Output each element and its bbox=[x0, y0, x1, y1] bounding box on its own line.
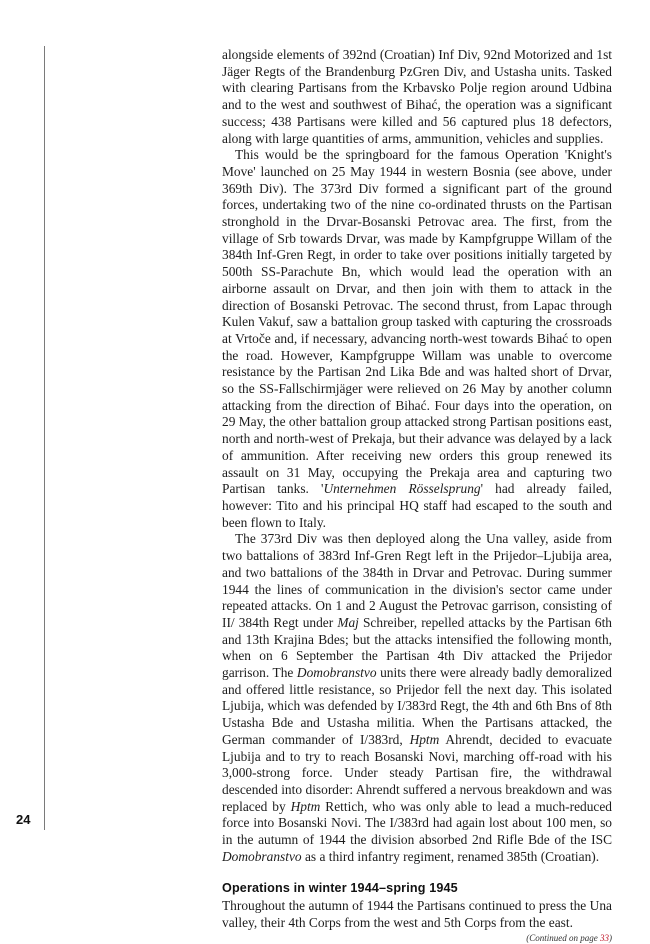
paragraph-1 bbox=[222, 47, 612, 147]
continued-page-link[interactable]: 33 bbox=[600, 932, 609, 943]
section-heading: Operations in winter 1944–spring 1945 bbox=[222, 881, 458, 896]
continued-close-paren: ) bbox=[609, 932, 612, 943]
italic-term: Domobranstvo bbox=[296, 665, 377, 681]
text-run: Schreiber, repelled attacks by the Partisan 6th and 13th Krajina Bdes; but the attacks intensified the following month, when on 6 September the Partisan 4th Div attacked the Prijedor garrison. The bbox=[222, 614, 612, 681]
text-run: This would be the springboard for the famous Operation 'Knight's Move' launched on 25 May 1944 in western Bosnia (see above, under 369th Div). The 373rd Div formed a significant part of the ground forces, undertaking two of the nine co-ordinated thrusts on the Partisan stronghold in the Drvar-Bosanski Petrovac area. The first, from the village of Srb towards Drvar, was made by Kampfgruppe Willam of the 384th Inf-Gren Regt, in order to take over positions initially targeted by 500th SS-Parachute Bn, which would lead the operation with an airborne assault on Drvar, and then join with them to attack in the direction of Bosanski Petrovac. The second thrust, from Lapac through Kulen Vakuf, saw a battalion group tasked with capturing the crossroads at Vrtoče and, if necessary, advancing north-west towards Bihać to open the road. However, Kampfgruppe Willam was unable to overcome resistance by the Partisan 2nd Lika Bde and was halted short of Drvar, so the SS-Fallschirmjäger were relieved on 26 May by another column attacking from the direction of Bihać. Four days into the operation, on 29 May, the other battalion group attacked strong Partisan positions east, north and north-west of Prekaja, but their advance was delayed by a lack of ammunition. After receiving new orders this group renewed its assault on 31 May, occupying the Prekaja area and capturing two Partisan tanks. ' bbox=[222, 147, 612, 497]
italic-term: Hptm bbox=[290, 798, 321, 814]
paragraph-3 bbox=[222, 531, 612, 865]
continued-note bbox=[222, 933, 612, 944]
italic-term: Hptm bbox=[409, 731, 440, 747]
text-run: The 373rd Div was then deployed along the Una valley, aside from two battalions of 383rd Inf-Gren Regt left in the Prijedor–Ljubija area, and two battalions of the 384th in Drvar and Petrovac. During summer 1944 the lines of communication in the division's sector came under repeated attacks. On 1 and 2 August the Petrovac garrison, consisting of II/ 384th Regt under bbox=[222, 531, 612, 630]
page-number: 24 bbox=[16, 812, 31, 827]
text-run: Rettich, who was only able to lead a much-reduced force into Bosanski Novi. The I/383rd had again lost about 100 men, so in the autumn of 1944 the division absorbed 2nd Rifle Bde of the ISC bbox=[222, 798, 612, 848]
margin-rule bbox=[44, 46, 45, 830]
section-paragraph: Throughout the autumn of 1944 the Partisans continued to press the Una valley, their 4th Corps from the west and 5th Corps from the east. bbox=[222, 898, 612, 931]
italic-term: Unternehmen Rösselsprung bbox=[323, 481, 481, 497]
text-run: Ahrendt, decided to evacuate Ljubija and to try to reach Bosanski Novi, marching off-road with his 3,000-strong force. Under steady Partisan fire, the withdrawal descended into disorder: Ahrendt suffered a nervous breakdown and was replaced by bbox=[222, 731, 612, 814]
italic-term: Domobranstvo bbox=[222, 848, 302, 864]
text-run: units there were already badly demoralized and offered little resistance, so Prijedor fell the next day. This isolated Ljubija, which was defended by I/383rd Regt, the 4th and 6th Bns of 8th Ustasha Bde and Ustasha militia. When the Partisans attacked, the German commander of I/383rd, bbox=[222, 665, 613, 747]
text-run: alongside elements of 392nd (Croatian) Inf Div, 92nd Motorized and 1st Jäger Regts of the Brandenburg PzGren Div, and Ustasha units. Tasked with clearing Partisans from the Krbavsko Polje region around Udbina and to the west and southwest of Bihać, the operation was a significant success; 438 Partisans were killed and 56 captured plus 18 defectors, along with large quantities of arms, ammunition, vehicles and supplies. bbox=[222, 47, 612, 146]
continued-open-paren: ( bbox=[526, 932, 530, 943]
text-run: ' had already failed, however: Tito and his principal HQ staff had escaped to the south and been flown to Italy. bbox=[222, 481, 612, 530]
italic-term: Maj bbox=[337, 614, 359, 630]
paragraph-2 bbox=[222, 147, 612, 531]
text-run: as a third infantry regiment, renamed 385th (Croatian). bbox=[301, 848, 600, 864]
continued-text: Continued on page bbox=[529, 932, 600, 943]
article-body bbox=[222, 47, 612, 944]
